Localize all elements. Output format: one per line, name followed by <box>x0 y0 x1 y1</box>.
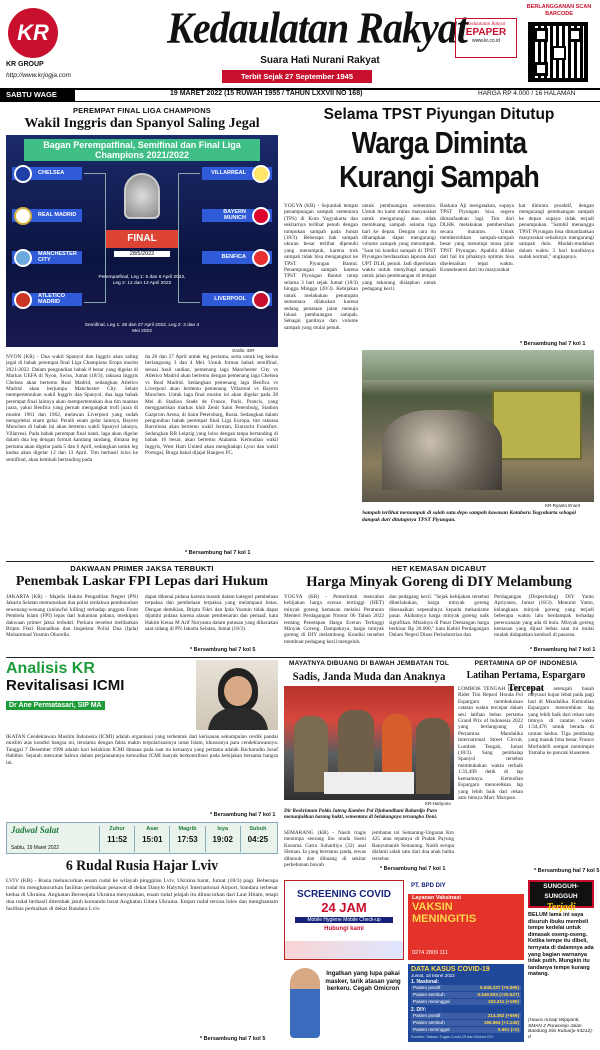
epaper-box[interactable] <box>455 18 517 58</box>
prayer-time: 11:52 <box>107 835 128 844</box>
team-villarreal: VILLARREAL <box>202 167 272 180</box>
sungguh-title: SUNGGUH-SUNGGUH <box>543 883 579 900</box>
story6-body-col1: LOMBOK TENGAH (KR) - Rider Tim Repsol Honda Pol Espargaro membukukan catatan waktu tercepat dalam sesi latihan bebas pertama Grand Prix of Indonesia 2022 yang berlangsung di Pertamina Mandalika International Street Circuit, Lombok Tengah, Jumat (18/3). Sang pembalap Spanyol tersebut membukukan waktu terbaik 1:33,499 detik di lap keenamnya. Kemudian Espargaro menorehkan lap yang lebih baik dari rekan satu timnya Marc Marquez. <box>458 686 523 801</box>
story1-kicker: PEREMPAT FINAL LIGA CHAMPIONS <box>72 106 212 115</box>
team-chelsea: CHELSEA <box>12 167 82 180</box>
crest-icon <box>252 165 270 183</box>
story3-body-col2: dapat dikenai pidana karena masuk dalam kategori pembelaan terpaksa dan pembelaan terpaksa yang melampaui batas. Dengan demikian, Briptu Fikri dan Ipda Yusmin tidak dapat dijatuhi pidana karena alasan pembenaran dan pemaaf, kata Hakim Ketua M Arif Nuryanta dalam putusan yang dibacakan saat sidang di PN Jakarta Selatan, Jumat (18/3). <box>145 594 278 633</box>
sungguh-title2: Terjadi <box>546 902 576 913</box>
crest-icon <box>252 291 270 309</box>
final-date: 28/5/2022 <box>114 251 170 257</box>
story4-body-col3: Perdagangan (Disperindag) DIY Yanto Apriyanto, Jumat (18/3). Menurut Yanto, kelangkaan minyak goreng yang terjadi beberapa waktu lalu berdampak terhadap perencanaan yang ada di hulu. Minyak goreng kemasan yang dijual bebas saat ini mulai mudah didapatkan kembali di pasaran. <box>494 594 594 639</box>
epaper-url: www.kr.co.id <box>472 38 500 44</box>
analisis-jump[interactable]: * Bersambung hal 7 kol 1 <box>210 812 276 818</box>
story3-kicker: DAKWAAN PRIMER JAKSA TERBUKTI <box>70 564 214 573</box>
covid-row-value: 153.411 (+195) <box>487 999 519 1004</box>
psa-text: Ingatkan yang lupa pakai masker, tarik atasan yang berkeru. Cegah Omicron <box>325 970 401 992</box>
story7-jump[interactable]: * Bersambung hal 7 kol 5 <box>200 1036 266 1042</box>
story5-body-col2: jembatan tol Semarang-Ungaran Km 425 atau tepatnya di Pudak Payung Banyumanik Semarang. Nasib serupa dialami salah satu dari dua anak balita tersebut. <box>372 830 454 862</box>
covid-row <box>411 999 521 1005</box>
prayer-date: Sabtu, 19 Maret 2022 <box>11 845 60 851</box>
sungguh-box <box>528 880 594 913</box>
covid-national-rows <box>408 985 524 1005</box>
prayer-cell <box>99 826 134 852</box>
epaper-brand: Kedaulatan Rakyat <box>466 22 506 27</box>
story2-headline[interactable]: Warga Diminta Kurangi Sampah <box>339 125 539 194</box>
group-label: KR GROUP <box>6 61 44 68</box>
ad2-phone: 0274 2809 111 <box>412 950 448 956</box>
dateline-day: SABTU WAGE <box>0 89 75 101</box>
team-liverpool: LIVERPOOL <box>202 293 272 306</box>
prayer-time: 17:53 <box>177 835 198 844</box>
prayer-schedule <box>6 822 278 854</box>
bracket-title: Bagan Perempatfinal, Semifinal dan Final Liga Champions 2021/2022 <box>24 139 260 161</box>
covid-row <box>411 985 521 991</box>
team-bayern: BAYERN MUNICH <box>202 209 272 222</box>
story3-headline[interactable]: Penembak Laskar FPI Lepas dari Hukum <box>15 574 269 589</box>
dateline-price: HARGA RP 4.000 / 16 HALAMAN <box>478 90 576 97</box>
covid-row <box>411 1020 521 1026</box>
crest-icon <box>14 207 32 225</box>
prayer-label: Zuhur <box>109 826 125 832</box>
prayer-cell <box>134 826 169 852</box>
tagline: Suara Hati Nurani Rakyat <box>260 55 380 66</box>
story2-body-col2: untuk pembuangan sementara. Untuk itu kami minta masyarakat untuk mengurangi atau tidak membuang sampah selama tiga hari ke depan. Dengan cara itu diharapkan dapat mengurangi volume sampah yang menumpuk. "Saat ini kondisi sampah di TPST Piyungan berdasarkan laporan dari UPT DLH, penuh. Jadi diperlukan waktu untuk menyikapi sampah untuk jalan pembuangan di tempat yang sekarang disiapkan untuk pedagang kecil. <box>362 203 436 293</box>
prayer-label: Subuh <box>249 826 267 832</box>
dateline-date: 19 MARET 2022 (15 RUWAH 1955 / TAHUN LXXVII NO 168) <box>170 90 363 97</box>
team-benfica: BENFICA <box>202 251 272 264</box>
story2-jump[interactable]: * Bersambung hal 7 kol 1 <box>520 341 586 347</box>
covid-title: DATA KASUS COVID-19 <box>411 966 490 973</box>
prayer-cell <box>169 826 204 852</box>
story6-body-col2: kondisi setengah basah meyusul hujan lebat pada pagi hari di Mandalika. Kemudian Espargaro menorehkan lap yang lebih baik dari rekan satu timnya di catatan waktu 1:34,476 untuk berada di urutan kedua. Tiga pembalap yang masuk lima besar. Franco Morbidelli sempat memimpin Yamaha ke puncak klasemen. <box>528 686 594 757</box>
story5-body-col1: SEMARANG (KR) - Nasib tragis menimpa seorang ibu muda Sueni Kusuma Gatra Suhardiya (32) asal Sleman. Ia yang berstatus janda, tewas dibunuh dan dibuang di sekitar perkebunan bawah <box>284 830 366 869</box>
covid-diy-rows <box>408 1013 524 1033</box>
prayer-time: 19:02 <box>212 835 233 844</box>
analisis-body: IKATAN Cendekiawan Muslim Indonesia (ICMI) adalah organisasi yang terbentuk dari kerisauan sekumpulan cerdik pandai muslim atas kondisi bangsa ini, terutama dengan fakta makin terpolarisasinya umat Islam, khususnya para cendekiawannya. Tanggal 7 Desember 1990 adalah hari kelahiran ICMI dimana pada saat itu ketuanya yang pertama adalah Bacharudin Jusuf Habibie. Sejarah mencatat bahwa dalam perjalanannya kemudian ICMI banyak berkontribusi pada kebijakan bersama bangsa ini. <box>6 734 278 766</box>
sungguh-credit: (Haura Arzaqi Wijayanti, SMAN 2 Purworejo Jalan Bandung Siis Kutoarjo 54212)-d <box>528 1018 594 1040</box>
story1-headline[interactable]: Wakil Inggris dan Spanyol Saling Jegal <box>24 116 260 131</box>
sf-schedule: Semifinal, Leg 1: 26 dan 27 April 2022, Leg 2: 3 dan 4 Mei 2022 <box>84 323 200 334</box>
logo-text: KR <box>17 20 49 45</box>
covid-row-label: Pasien meninggal <box>413 999 450 1004</box>
story6-headline[interactable]: Latihan Pertama, Espargaro Tercepat <box>466 670 586 694</box>
prayer-cells <box>99 826 275 852</box>
story3-body-col1: JAKARTA (KR) - Majelis Hakim Pengadilan Negeri (PN) Jakarta Selatan memutuskan dua polisi terdakwa pembunuhan sewenang-wenang (unlawful killing) terhadap anggota Front Pembela Islam (FPI) lepas dari hukuman pidana, meskipun dakwaan primer jaksa terbukti. Perkara tersebut melibatkan Briptu Fikri Ramadhan dan Inspektur Polisi Dua (Ipda) Mohammad Yusmin Ohorella. <box>6 594 138 639</box>
story2-kicker: Selama TPST Piyungan Ditutup <box>323 106 555 123</box>
site-url[interactable]: http://www.krjogja.com <box>6 72 72 79</box>
ad2-sub: Layanan Vaksinasi <box>412 895 461 901</box>
ad1-cta: Hubungi kami <box>324 926 364 932</box>
crest-icon <box>14 165 32 183</box>
story4-headline[interactable]: Harga Minyak Goreng di DIY Melambung <box>306 574 572 590</box>
crest-icon <box>252 249 270 267</box>
ad1-title: SCREENING COVID <box>297 889 391 900</box>
covid-row-label: Pasien sembuh <box>413 992 445 997</box>
prayer-label: Asar <box>146 826 159 832</box>
story5-photo-caption: Dir Reskrimum Polda Jateng Kombes Pol Djuhandhani Rahardjo Puro menunjukkan barang bukti, sementara di belakangnya tersangka Doni. <box>284 808 438 821</box>
prayer-title: Jadwal Salat <box>11 825 59 835</box>
mask-person-icon <box>290 968 320 1038</box>
story2-body-col3: Baskara Aji mengatakan, supaya TPST Piyungan bisa segera dimanfaatkan lagi. Tim dari DLHK melakukan pembersihan secara maraton. Untuk membersihkan sampah-sampah besar yang menutupi masa jalur TPST Piyungan. Apabila dilihat dari hal itu pihaknya optimis bisa diselesaikan tepat waktu. Konsekuensi dari itu masyarakat <box>440 203 514 274</box>
covid-row-value: 196.864 (+1.145) <box>483 1020 519 1025</box>
final-label: FINAL <box>106 230 178 248</box>
story1-body-col1: NYON (KR) - Dua wakil Spanyol dan Inggris akan saling jegal di babak perempat final Liga Champions Eropa musim 2021-2022. Dalam pengundian babak 8 besar yang digelar di Markas UEFA di Nyon, Swiss, Jumat (18/3), raksasa Inggris Chelsea akan bertemu Real Madrid, sedangkan Atletico Madrid akan berjumpa Manchester City. Selain mempertemukan wakil Inggris dan Spanyol, dua laga babak perempat final lainnya akan mempertemukan dua tim mantan juara, yakni Benfica yang pernah mengangkat trofi juara di musim 1961 dan 1962, melawan Liverpool yang sudah mengoleksi enam gelar. Peraih enam gelar lainnya, Bayern Munchen di babak ini akan bertemu wakil Spanyol lainnya, Villarreal. Pada babak perempat final nanti, laga akan digelar dalam dua leg dengan format kandang tandang, dimana leg pertama akan digelar pada 5 dan 6 April, sedangkan untuk leg kedua akan digelar 12 dan 13 April. Tim berhasil lolos ke semifinal, akan kembali bertanding pada <box>6 354 138 463</box>
story2-photo-caption: Sampah terlihat menumpuk di salah satu depo sampah kawasan Kotabaru Yogyakarta sebagai dampak dari ditutupnya TPST Piyungan. <box>362 510 576 523</box>
prayer-label: Isya <box>217 826 229 832</box>
crest-icon <box>14 291 32 309</box>
story4-body-col1: YOGYA (KR) - Pemerintah mencabut kebijakan harga eceran tertinggi (HET) minyak goreng kemasan melalui Peraturan Menteri Perdagangan Nomor 06 Tahun 2022 tentang Penetapan Harga Eceran Tertinggi Minyak Goreng. Dampaknya, harga minyak goreng di DIY melambung. Kondisi tersebut membuat pedagang kecil mengeluh. <box>284 594 384 645</box>
prayer-time: 04:25 <box>247 835 269 844</box>
prayer-cell <box>205 826 240 852</box>
analisis-box <box>6 660 166 730</box>
covid-row-value: 214.382 (+559) <box>487 1013 519 1018</box>
covid-diy-label: 2. DIY: <box>411 1007 427 1013</box>
story4-body-col2: dan pedagang kecil. "Sejak kebijakan tersebut diberlakukan, harga minyak goreng disesuaikan sepenuhnya kepada mekanisme pasar. Akibatnya harga minyak goreng naik signifikan. Misalnya di Pasar Demangan harga berkisar Rp 20.000," kata Kabid Perdagangan Dalam Negeri Dinas Perindustrian dan <box>389 594 489 639</box>
trophy-icon <box>124 173 160 219</box>
team-atletico: ATLETICO MADRID <box>12 293 82 306</box>
author-photo <box>196 660 278 730</box>
covid-row <box>411 1027 521 1033</box>
analisis-title: Analisis KR <box>6 660 95 677</box>
covid-row-value: 5.651 (+2) <box>497 1027 519 1032</box>
crest-icon <box>252 207 270 225</box>
team-man-city: MANCHESTER CITY <box>12 251 82 264</box>
team-list-right <box>202 167 272 306</box>
prayer-cell <box>240 826 275 852</box>
qf-schedule: Perempatfinal, Leg 1: 5 dan 6 April 2022, Leg 2: 12 dan 13 April 2022 <box>98 275 186 286</box>
covid-row-label: Pasien sembuh <box>413 1020 445 1025</box>
ad2-brand: PT. BPD DIY <box>411 883 446 889</box>
prayer-label: Magrib <box>178 826 197 832</box>
section-divider <box>6 657 594 658</box>
story6-kicker: PERTAMINA GP OF INDONESIA <box>474 660 578 667</box>
story5-jump[interactable]: * Bersambung hal 7 kol 1 <box>380 866 446 872</box>
crest-icon <box>14 249 32 267</box>
sungguh-body: BELUM lama ini saya disuruh ibuku membeli tempe kedelai untuk dimasak oseng-oseng. Ketika tempe itu dibeli, ternyata di dalamnya ada yang bagian warnanya tidak putih. Mungkin itu tandanya tempe kurang matang. <box>528 912 594 978</box>
story1-body-col2: da 26 dan 27 April untuk leg pertama, serta untuk leg kedua berlangsung 3 dan 4 Mei. Untuk format babak semifinal, sesuai hasil undian, pemenang laga Manchester City vs Atletico Madrid akan bertemu dengan pemenang laga Chelsea vs Real Madrid. Sedangkan pemenang laga Benfica vs Liverpool akan bertemu pemenang Villarreal vs Bayern Munchen. Untuk laga final musim ini akan digelar pada 28 Mei di Stadion Stade de France, Paris, Prancis, yang menggantikan markas klub Zenit Saint Petersburg, Stadion Gazprom Arena, di Saint Petersburg, Rusia. Sedangkan dalam pengundian babak perempat final Liga Europa, tim raksasa Barcelona akan bertemu wakil Jerman, Eintracht Frankfurt. Sedangkan RB Leipzig yang lolos dengan tanpa bertanding di babak 16 besar, akan bertemu Atalanta. Kemudian wakil Inggris, West Ham United akan menghadapi Lyon dan wakil Portugal, Braga bakal dijajal Rangers FC. <box>145 354 278 457</box>
story4-kicker: HET KEMASAN DICABUT <box>391 564 487 573</box>
story7-body: LVIV (KR) - Rusia meluncurkan enam rudal ke wilayah pinggiran Lviv, Ukraina barat, Jumat (18/3) pagi. Beberapa rudal itu menghancurkan fasilitas perbaikan pesawat di dekat Danylo Halytskyi International Airport, bandara terbesar kedua di Ukraina. Angkatan Bersenjata Ukraina menyatakan, enam rudal jelajah itu diluncurkan dari Laut Hitam, tetapi dua rudal berhasil ditembak jatuh komando barat Angkatan Udara Ukraina. Empat rudal tersisa lolos dan menghantam fasilitas perbaikan di dekat Bandara Lviv. <box>6 878 278 912</box>
covid-national-label: 1. Nasional: <box>411 979 440 985</box>
team-real-madrid: REAL MADRID <box>12 209 82 222</box>
story3-jump[interactable]: * Bersambung hal 7 kol 5 <box>190 647 256 653</box>
police-press-photo <box>284 686 454 800</box>
story5-headline[interactable]: Sadis, Janda Muda dan Anaknya <box>292 669 446 683</box>
newspaper-title: Kedaulatan Rakyat <box>167 2 467 53</box>
graphic-credit: Grafis: rDR <box>232 348 255 353</box>
scan-label: BERLANGGANAN SCAN BARCODE <box>526 4 592 17</box>
story5-photo-credit: KR-Hariyono <box>425 801 451 806</box>
story4-jump[interactable]: * Bersambung hal 7 kol 1 <box>530 647 596 653</box>
psa-mask-box <box>284 964 404 1042</box>
story2-body-col1: YOGYA (KR) - Sejumlah tempat penampungan sampah sementara (TPS) di Kota Yogyakarta dan sekitarnya terlihat penuh dengan tumpukan sampah pada Jumat (18/3). Beberapa bak sampah ukuran besar terlihat dipenuhi yang menumpuk, karena truk sampah tidak bisa mengangkut ke TPST Piyungan Bantul. Penampungan sampah karena TPST Piyungan Bantul tutup selama 3 hari sejak Jumat (18/3) hingga Minggu (20/3). Kebijakan untuk melakukan penutupan sementara dilakukan karena sedang penataan jalan menuju lokasi pembuangan sampah. Sebagai gantinya dan volume sampah yang mulai penuh. <box>284 203 358 331</box>
garbage-depot-photo <box>362 350 594 502</box>
ad1-decoration <box>285 941 403 959</box>
analisis-author: Dr Ane Permatasari, SIP MA <box>6 701 105 710</box>
story2-body-col4: kat diminta proaktif, dengan mengurangi pembuangan sampah ke depan supaya tidak terjadi penumpukan. "Sambil menunggu TPST Piyungan bisa dimanfaatkan masyarakat sebaiknya mengurangi sampah dulu. Mudah-mudahan dalam waktu 3 hari kondisinya sudah normal," ungkapnya. <box>519 203 594 261</box>
kr-group-logo <box>8 8 58 58</box>
covid-row <box>411 992 521 998</box>
story7-headline[interactable]: 6 Rudal Rusia Hajar Lviv <box>65 858 219 874</box>
story5-kicker: MAYATNYA DIBUANG DI BAWAH JEMBATAN TOL <box>288 660 449 667</box>
analisis-subtitle[interactable]: Revitalisasi ICMI <box>6 677 125 694</box>
covid-source: Sumber: Satuan Tugas Covid-19 dan Dinkes DIY <box>411 1035 494 1039</box>
covid-date: Jumat, 18 Maret 2022 <box>411 973 455 978</box>
since-banner: Terbit Sejak 27 September 1945 <box>222 70 372 83</box>
ad2-title: VAKSIN MENINGITIS <box>412 901 477 925</box>
prayer-time: 15:01 <box>142 835 163 844</box>
section-divider <box>6 561 594 562</box>
covid-row-value: 5.549.833 (+25.527) <box>477 992 519 997</box>
ad-screening-covid[interactable] <box>284 880 404 960</box>
ad1-sub: Mobile Hygiene Mobile Check-up <box>295 917 393 923</box>
covid-row-label: Pasien positif <box>413 985 441 990</box>
epaper-label: EPAPER <box>465 27 507 38</box>
covid-row-label: Pasien positif <box>413 1013 441 1018</box>
team-list-left <box>12 167 82 306</box>
ad1-date: 24 JAM <box>321 900 367 915</box>
story2-photo-credit: KR-Ryanto Enunt <box>545 503 581 508</box>
covid-data-table <box>408 964 524 1042</box>
qr-code-icon[interactable] <box>528 22 588 82</box>
covid-row-value: 5.948.237 (+9.595) <box>480 985 519 990</box>
story6-jump[interactable]: * Bersambung hal 7 kol 5 <box>534 868 600 874</box>
story1-jump[interactable]: * Bersambung hal 7 kol 1 <box>185 550 251 556</box>
ad-vaksin-meningitis[interactable] <box>408 880 524 960</box>
covid-row <box>411 1013 521 1019</box>
champions-bracket-graphic <box>6 135 278 347</box>
covid-row-label: Pasien meninggal <box>413 1027 450 1032</box>
